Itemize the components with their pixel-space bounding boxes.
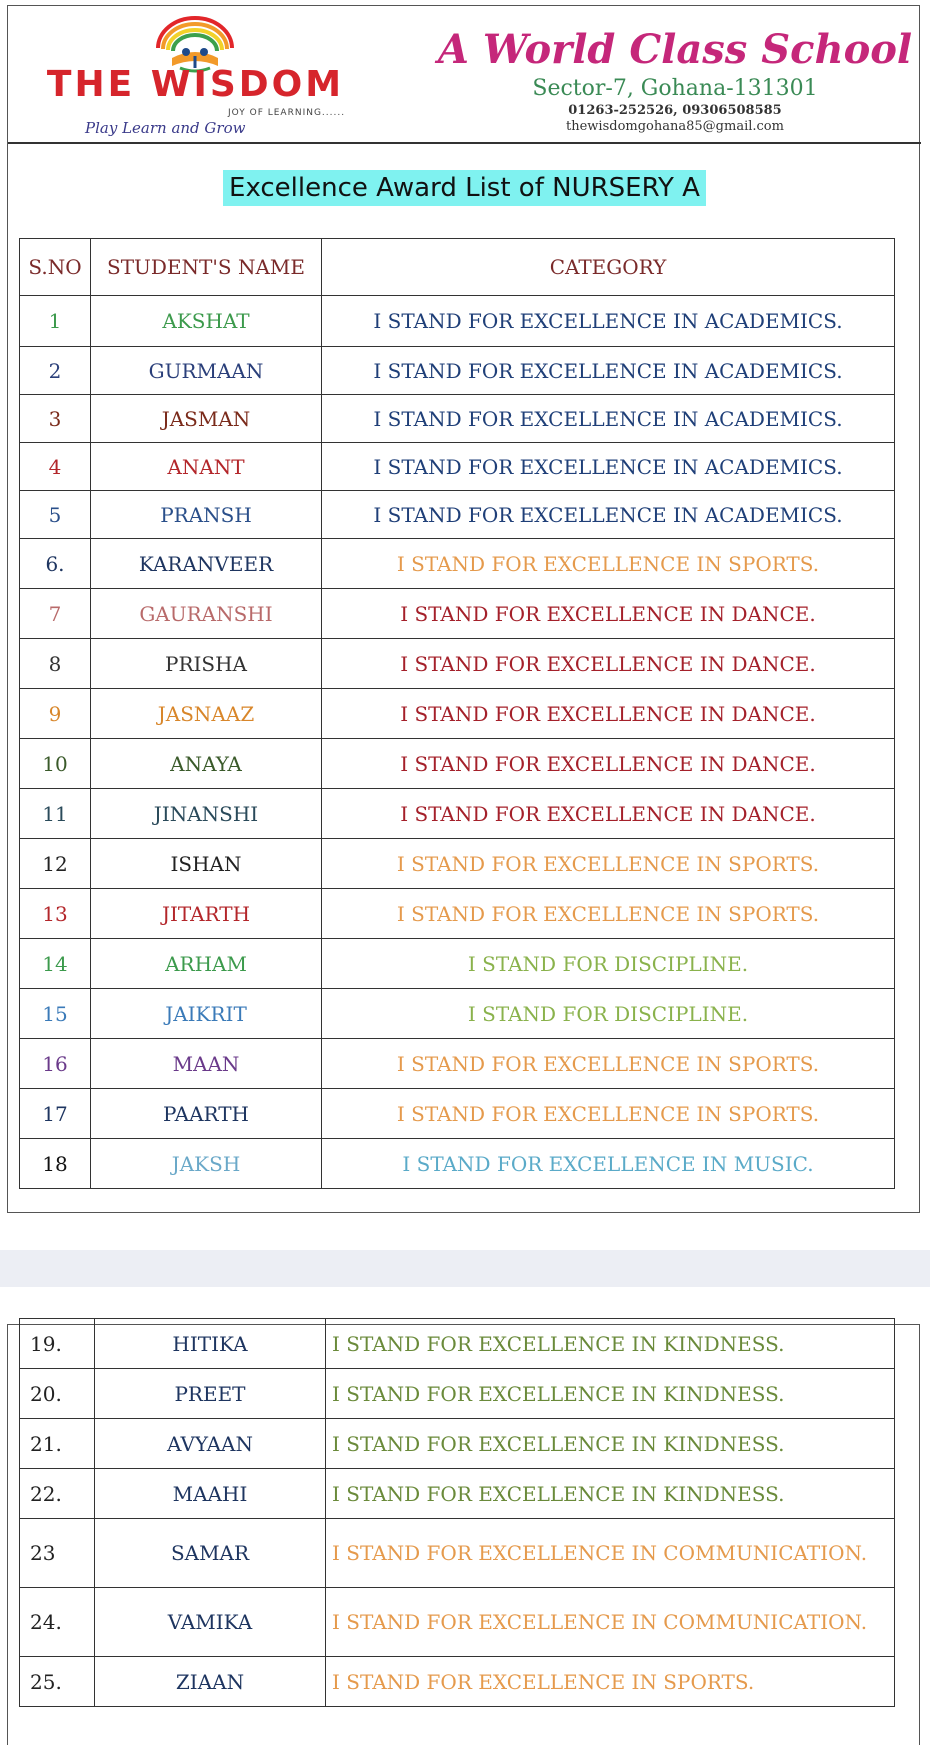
table-header-row xyxy=(20,239,895,296)
row-category: I STAND FOR EXCELLENCE IN SPORTS. xyxy=(322,839,895,889)
table-row xyxy=(20,989,895,1039)
row-sno: 20. xyxy=(20,1369,95,1419)
table-row xyxy=(20,739,895,789)
row-student-name: MAAHI xyxy=(95,1469,326,1519)
row-student-name: JASNAAZ xyxy=(91,689,322,739)
table-row xyxy=(20,1319,895,1369)
row-category: I STAND FOR EXCELLENCE IN SPORTS. xyxy=(326,1657,895,1707)
row-category: I STAND FOR EXCELLENCE IN DANCE. xyxy=(322,589,895,639)
row-sno: 7 xyxy=(20,589,91,639)
row-sno: 9 xyxy=(20,689,91,739)
school-phone: 01263-252526, 09306508585 xyxy=(568,103,782,118)
row-sno: 14 xyxy=(20,939,91,989)
page-gap xyxy=(0,1250,930,1287)
table-row xyxy=(20,395,895,443)
row-category: I STAND FOR EXCELLENCE IN SPORTS. xyxy=(322,1089,895,1139)
row-student-name: ANAYA xyxy=(91,739,322,789)
table-row xyxy=(20,639,895,689)
row-category: I STAND FOR EXCELLENCE IN KINDNESS. xyxy=(326,1369,895,1419)
row-category: I STAND FOR EXCELLENCE IN DANCE. xyxy=(322,739,895,789)
table-row xyxy=(20,296,895,347)
row-sno: 15 xyxy=(20,989,91,1039)
row-sno: 22. xyxy=(20,1469,95,1519)
row-sno: 6. xyxy=(20,539,91,589)
row-category: I STAND FOR EXCELLENCE IN DANCE. xyxy=(322,789,895,839)
row-student-name: MAAN xyxy=(91,1039,322,1089)
title-wrap xyxy=(8,170,921,206)
table-row xyxy=(20,1469,895,1519)
school-email: thewisdomgohana85@gmail.com xyxy=(566,119,784,134)
row-sno: 18 xyxy=(20,1139,91,1189)
table-row xyxy=(20,1089,895,1139)
row-student-name: SAMAR xyxy=(95,1519,326,1588)
row-student-name: PAARTH xyxy=(91,1089,322,1139)
row-student-name: GAURANSHI xyxy=(91,589,322,639)
table-row xyxy=(20,1519,895,1588)
row-sno: 19. xyxy=(20,1319,95,1369)
row-sno: 13 xyxy=(20,889,91,939)
row-student-name: GURMAAN xyxy=(91,347,322,395)
row-student-name: ARHAM xyxy=(91,939,322,989)
row-student-name: ANANT xyxy=(91,443,322,491)
row-category: I STAND FOR EXCELLENCE IN ACADEMICS. xyxy=(322,395,895,443)
row-sno: 17 xyxy=(20,1089,91,1139)
row-student-name: AVYAAN xyxy=(95,1419,326,1469)
table-row xyxy=(20,1419,895,1469)
table-row xyxy=(20,443,895,491)
row-student-name: JITARTH xyxy=(91,889,322,939)
row-category: I STAND FOR EXCELLENCE IN ACADEMICS. xyxy=(322,491,895,539)
header-sno: S.NO xyxy=(20,239,91,296)
row-sno: 10 xyxy=(20,739,91,789)
row-student-name: HITIKA xyxy=(95,1319,326,1369)
table-row xyxy=(20,491,895,539)
row-category: I STAND FOR EXCELLENCE IN KINDNESS. xyxy=(326,1469,895,1519)
row-sno: 8 xyxy=(20,639,91,689)
row-category: I STAND FOR EXCELLENCE IN SPORTS. xyxy=(322,539,895,589)
row-category: I STAND FOR EXCELLENCE IN SPORTS. xyxy=(322,889,895,939)
row-category: I STAND FOR EXCELLENCE IN ACADEMICS. xyxy=(322,296,895,347)
row-category: I STAND FOR EXCELLENCE IN ACADEMICS. xyxy=(322,443,895,491)
table-row xyxy=(20,1588,895,1657)
row-category: I STAND FOR EXCELLENCE IN KINDNESS. xyxy=(326,1419,895,1469)
row-student-name: AKSHAT xyxy=(91,296,322,347)
row-student-name: JINANSHI xyxy=(91,789,322,839)
table-row xyxy=(20,1657,895,1707)
school-header xyxy=(8,6,921,144)
brand-subtag: JOY OF LEARNING...... xyxy=(228,108,346,118)
table-row xyxy=(20,789,895,839)
row-student-name: VAMIKA xyxy=(95,1588,326,1657)
row-student-name: ISHAN xyxy=(91,839,322,889)
row-category: I STAND FOR EXCELLENCE IN KINDNESS. xyxy=(326,1319,895,1369)
row-sno: 4 xyxy=(20,443,91,491)
row-category: I STAND FOR EXCELLENCE IN SPORTS. xyxy=(322,1039,895,1089)
table-row xyxy=(20,939,895,989)
table-row xyxy=(20,889,895,939)
row-category: I STAND FOR EXCELLENCE IN DANCE. xyxy=(322,639,895,689)
header-category: CATEGORY xyxy=(322,239,895,296)
table-row xyxy=(20,839,895,889)
table-row xyxy=(20,589,895,639)
row-student-name: JAIKRIT xyxy=(91,989,322,1039)
award-table-page-2 xyxy=(19,1318,895,1707)
row-sno: 21. xyxy=(20,1419,95,1469)
row-category: I STAND FOR DISCIPLINE. xyxy=(322,939,895,989)
page-title: Excellence Award List of NURSERY A xyxy=(223,170,706,206)
row-sno: 23 xyxy=(20,1519,95,1588)
brand-tagline: Play Learn and Grow xyxy=(85,119,246,137)
row-category: I STAND FOR EXCELLENCE IN ACADEMICS. xyxy=(322,347,895,395)
row-sno: 3 xyxy=(20,395,91,443)
header-student-name: STUDENT'S NAME xyxy=(91,239,322,296)
row-category: I STAND FOR EXCELLENCE IN DANCE. xyxy=(322,689,895,739)
row-sno: 25. xyxy=(20,1657,95,1707)
table-row xyxy=(20,1039,895,1089)
table-row xyxy=(20,1139,895,1189)
award-table-page-1 xyxy=(19,238,895,1189)
row-sno: 2 xyxy=(20,347,91,395)
row-sno: 1 xyxy=(20,296,91,347)
table-row xyxy=(20,689,895,739)
row-sno: 16 xyxy=(20,1039,91,1089)
row-sno: 11 xyxy=(20,789,91,839)
row-category: I STAND FOR EXCELLENCE IN COMMUNICATION. xyxy=(326,1588,895,1657)
row-student-name: PRANSH xyxy=(91,491,322,539)
row-category: I STAND FOR EXCELLENCE IN COMMUNICATION. xyxy=(326,1519,895,1588)
row-category: I STAND FOR DISCIPLINE. xyxy=(322,989,895,1039)
school-address: Sector-7, Gohana-131301 xyxy=(532,76,818,101)
row-sno: 5 xyxy=(20,491,91,539)
row-student-name: PREET xyxy=(95,1369,326,1419)
table-row xyxy=(20,1369,895,1419)
row-student-name: KARANVEER xyxy=(91,539,322,589)
row-student-name: JASMAN xyxy=(91,395,322,443)
row-student-name: ZIAAN xyxy=(95,1657,326,1707)
table-row xyxy=(20,539,895,589)
table-row xyxy=(20,347,895,395)
school-brand-name: THE WISDOM xyxy=(46,64,345,105)
row-student-name: JAKSH xyxy=(91,1139,322,1189)
school-slogan: A World Class School xyxy=(437,26,913,73)
row-sno: 24. xyxy=(20,1588,95,1657)
row-sno: 12 xyxy=(20,839,91,889)
row-student-name: PRISHA xyxy=(91,639,322,689)
row-category: I STAND FOR EXCELLENCE IN MUSIC. xyxy=(322,1139,895,1189)
